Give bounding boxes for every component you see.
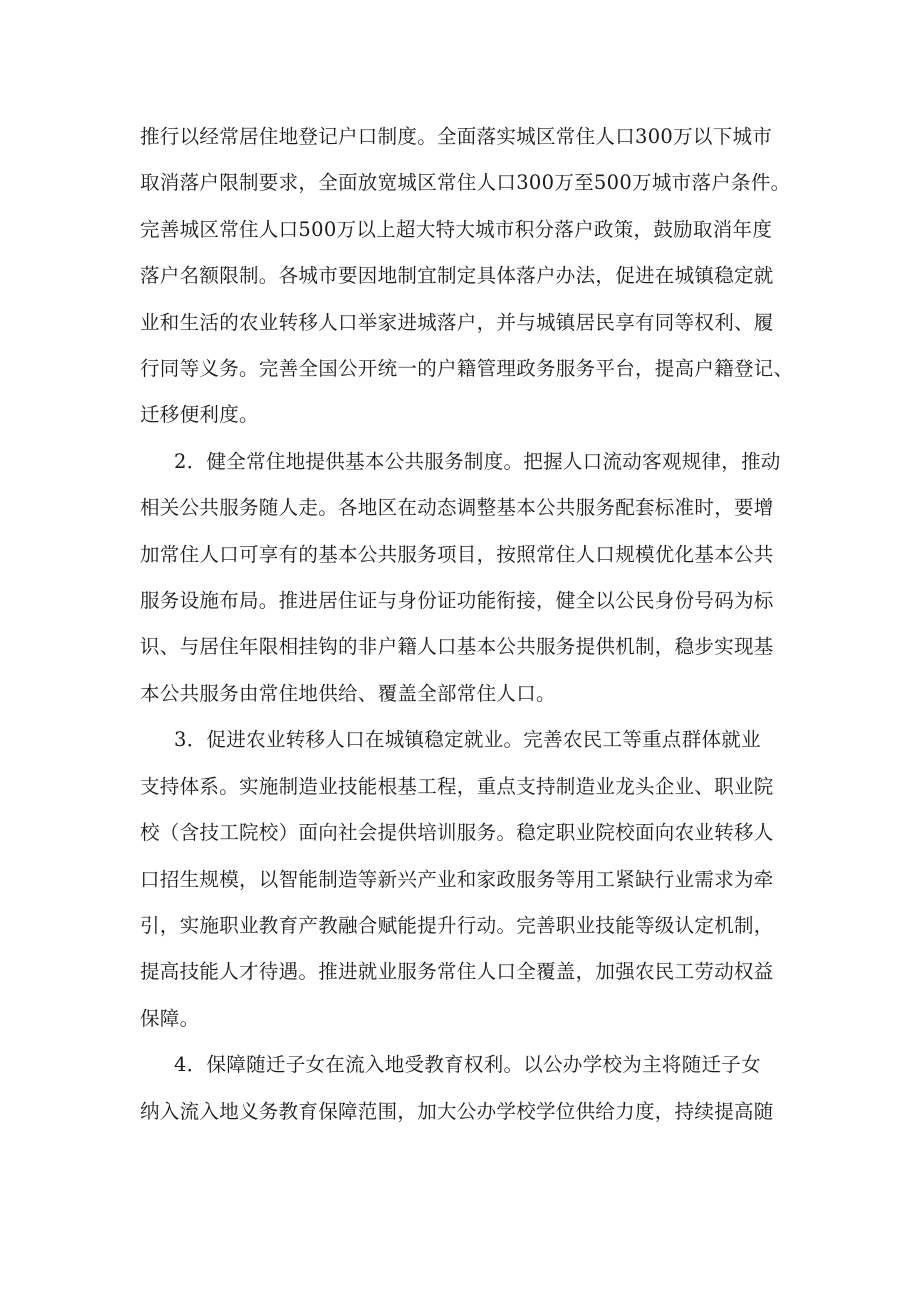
text-line: 识、与居住年限相挂钩的非户籍人口基本公共服务提供机制，稳步实现基 bbox=[140, 635, 774, 659]
text-line: 引，实施职业教育产教融合赋能提升行动。完善职业技能等级认定机制， bbox=[140, 913, 774, 937]
text-line: 纳入流入地义务教育保障范围，加大公办学校学位供给力度，持续提高随 bbox=[140, 1099, 774, 1123]
text-line: 口招生规模，以智能制造等新兴产业和家政服务等用工紧缺行业需求为牵 bbox=[140, 867, 774, 891]
text-line: 业和生活的农业转移人口举家进城落户，并与城镇居民享有同等权利、履 bbox=[140, 310, 774, 334]
paragraph-item-2-public-services bbox=[140, 439, 790, 717]
text-line-first: 4．保障随迁子女在流入地受教育权利。以公办学校为主将随迁子女 bbox=[174, 1053, 761, 1077]
paragraph-item-3-employment bbox=[140, 717, 790, 1042]
text-line: 保障。 bbox=[140, 1006, 200, 1030]
text-line: 支持体系。实施制造业技能根基工程，重点支持制造业龙头企业、职业院 bbox=[140, 774, 774, 798]
text-line: 相关公共服务随人走。各地区在动态调整基本公共服务配套标准时，要增 bbox=[140, 496, 774, 520]
text-line: 本公共服务由常住地供给、覆盖全部常住人口。 bbox=[140, 681, 556, 705]
document-body bbox=[140, 114, 794, 1135]
text-line: 取消落户限制要求，全面放宽城区常住人口300万至500万城市落户条件。 bbox=[140, 171, 791, 195]
text-line: 校（含技工院校）面向社会提供培训服务。稳定职业院校面向农业转移人 bbox=[140, 821, 774, 845]
paragraph-item-4-education bbox=[140, 1042, 790, 1135]
text-line: 迁移便利度。 bbox=[140, 403, 259, 427]
text-line: 行同等义务。完善全国公开统一的户籍管理政务服务平台，提高户籍登记、 bbox=[140, 357, 794, 381]
text-line: 服务设施布局。推进居住证与身份证功能衔接，健全以公民身份号码为标 bbox=[140, 589, 774, 613]
text-line: 提高技能人才待遇。推进就业服务常住人口全覆盖，加强农民工劳动权益 bbox=[140, 960, 774, 984]
text-line: 落户名额限制。各城市要因地制宜制定具体落户办法，促进在城镇稳定就 bbox=[140, 264, 774, 288]
text-line: 加常住人口可享有的基本公共服务项目，按照常住人口规模优化基本公共 bbox=[140, 542, 774, 566]
paragraph-household-registration bbox=[140, 114, 794, 439]
text-line-first: 2．健全常住地提供基本公共服务制度。把握人口流动客观规律，推动 bbox=[174, 449, 781, 473]
text-line-first: 3．促进农业转移人口在城镇稳定就业。完善农民工等重点群体就业 bbox=[174, 728, 761, 752]
text-line: 推行以经常居住地登记户口制度。全面落实城区常住人口300万以下城市 bbox=[140, 125, 773, 148]
text-line: 完善城区常住人口500万以上超大特大城市积分落户政策，鼓励取消年度 bbox=[140, 217, 773, 241]
